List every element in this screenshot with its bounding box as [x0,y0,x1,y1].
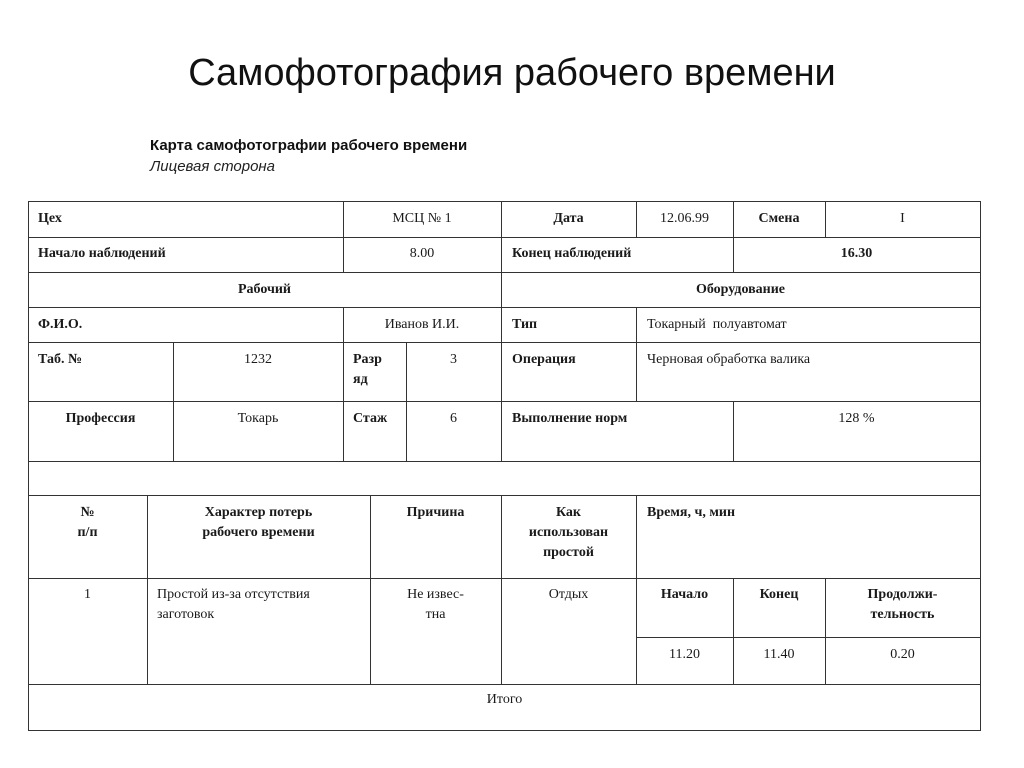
worker-section-label: Рабочий [237,282,292,297]
column-header-loss-character-line-2: рабочего времени [202,525,315,540]
loss-row-number: 1 [84,587,91,602]
column-header-start: Начало [660,587,709,602]
tab-number-value: 1232 [244,352,272,367]
grid-line [28,237,981,238]
date-value: 12.06.99 [660,211,709,226]
column-header-number [28,503,147,543]
grid-line [28,401,981,402]
experience-value: 6 [450,411,457,426]
observation-end-value: 16.30 [840,246,873,261]
equipment-section-label: Оборудование [695,282,786,297]
loss-row-character [157,585,310,625]
grid-line [28,461,981,462]
profession-label: Профессия [65,411,136,426]
observation-end-label: Конец наблюдений [512,246,632,261]
workshop-value: МСЦ № 1 [392,211,452,226]
loss-row-duration: 0.20 [890,647,915,662]
grid-line [28,342,981,343]
column-header-idle-usage-line-3: простой [543,545,594,560]
shift-value: I [900,211,905,226]
loss-row-start: 11.20 [669,647,700,662]
grid-line [501,201,502,461]
observation-start-value: 8.00 [409,246,435,261]
operation-label: Операция [512,352,576,367]
column-header-number-line-1: № [80,505,95,520]
column-header-idle-usage-line-2: использован [528,525,609,540]
shift-label: Смена [758,211,800,226]
loss-row-cause-line-1: Не извес- [407,587,464,602]
grid-line [28,730,981,731]
grid-line [28,684,981,685]
slide-title: Самофотография рабочего времени [188,52,836,94]
column-header-duration-line-1: Продолжи- [867,587,938,602]
grid-line [343,342,344,461]
grade-label-line-2: яд [353,372,368,387]
column-header-idle-usage [501,503,636,563]
profession-value: Токарь [237,411,279,426]
column-header-time: Время, ч, мин [647,505,736,520]
loss-row-character-line-2: заготовок [157,607,215,622]
loss-row-cause-line-2: тна [425,607,446,622]
card-subtitle: Лицевая сторона [150,158,276,175]
column-header-end: Конец [759,587,799,602]
grid-line [28,307,981,308]
experience-label: Стаж [353,411,388,426]
grid-line [28,201,981,202]
loss-row-idle-usage: Отдых [548,587,589,602]
workshop-label: Цех [38,211,62,226]
operation-value: Черновая обработка валика [647,352,811,367]
column-header-idle-usage-line-1: Как [555,505,582,520]
column-header-number-line-2: п/п [77,525,98,540]
name-value: Иванов И.И. [384,317,460,332]
observation-start-label: Начало наблюдений [38,246,166,261]
grid-line [28,495,981,496]
equipment-type-label: Тип [512,317,538,332]
grid-line [28,578,981,579]
loss-row-cause [370,585,501,625]
grid-line [636,307,637,401]
column-header-loss-character [147,503,370,543]
total-label: Итого [486,692,523,707]
name-label: Ф.И.О. [38,317,83,332]
column-header-cause: Причина [406,505,465,520]
grade-value: 3 [450,352,457,367]
column-header-duration-line-2: тельность [870,607,935,622]
tab-number-label: Таб. № [38,352,83,367]
column-header-loss-character-line-1: Характер потерь [204,505,313,520]
column-header-duration [825,585,980,625]
grid-line [28,272,981,273]
date-label: Дата [553,211,584,226]
grid-line [636,637,981,638]
norm-fulfillment-label: Выполнение норм [512,411,628,426]
loss-row-character-line-1: Простой из-за отсутствия [157,587,310,602]
card-title: Карта самофотографии рабочего времени [150,137,468,154]
equipment-type-value: Токарный полуавтомат [647,317,787,332]
grade-label [353,350,382,390]
grade-label-line-1: Разр [353,352,382,367]
grid-line [980,201,981,731]
norm-fulfillment-value: 128 % [838,411,875,426]
loss-row-end: 11.40 [763,647,795,662]
